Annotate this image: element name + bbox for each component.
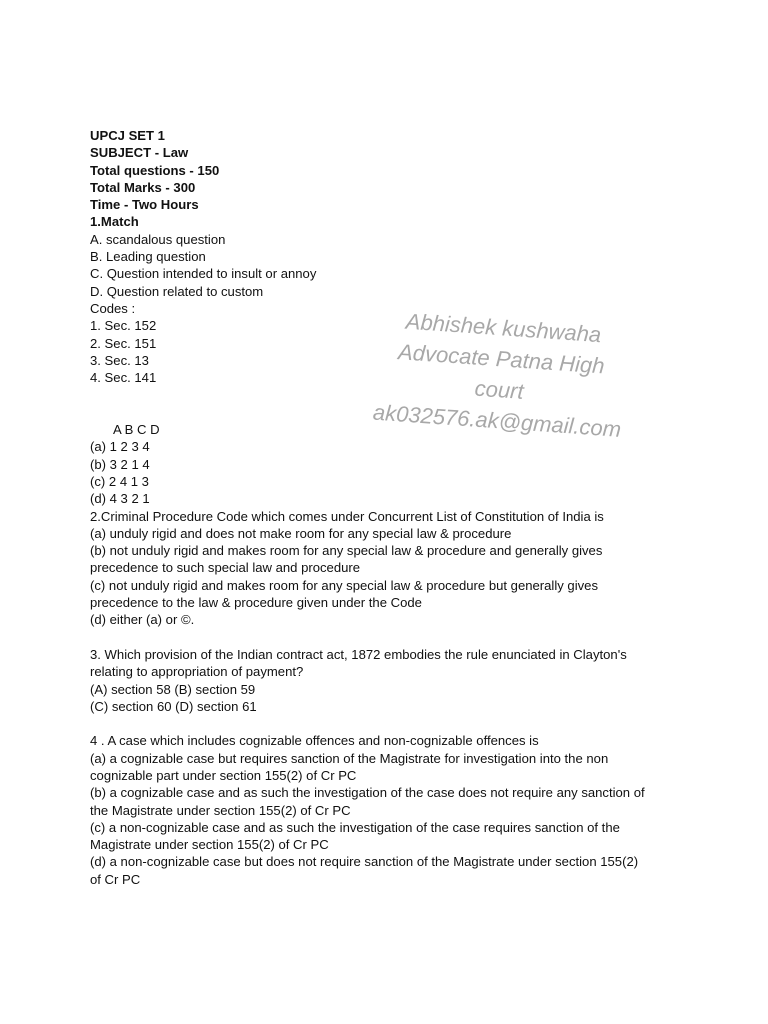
question-1-code: 1. Sec. 152	[90, 318, 157, 334]
question-1-item: A. scandalous question	[90, 231, 226, 247]
question-1-code: 3. Sec. 13	[90, 352, 149, 368]
question-3-line: (C) section 60 (D) section 61	[90, 698, 257, 714]
question-2-line: precedence to the law & procedure given under the Code	[90, 595, 422, 611]
question-2-line: precedence to such special law and procedure	[90, 560, 361, 576]
spacer	[90, 715, 690, 732]
spacer	[90, 629, 690, 646]
watermark	[346, 302, 654, 447]
question-4-line: the Magistrate under section 155(2) of Cr PC	[90, 802, 351, 818]
question-1-item: D. Question related to custom	[90, 283, 264, 299]
question-1-header-row: A B C D	[113, 422, 160, 438]
question-4-line: (a) a cognizable case but requires sanction of the Magistrate for investigation into the non	[90, 750, 609, 766]
question-1-option: (b) 3 2 1 4	[90, 456, 150, 472]
question-1-option: (a) 1 2 3 4	[90, 439, 150, 455]
question-4-line: (b) a cognizable case and as such the investigation of the case does not require any sanction of	[90, 785, 645, 801]
watermark-title-line2: court	[473, 375, 525, 404]
question-4-line: Magistrate under section 155(2) of Cr PC	[90, 837, 329, 853]
question-2-line: (a) unduly rigid and does not make room for any special law & procedure	[90, 525, 512, 541]
question-4-line: (c) a non-cognizable case and as such the investigation of the case requires sanction of the	[90, 819, 620, 835]
watermark-title-line1: Advocate Patna High	[397, 339, 606, 379]
exam-time: Time - Two Hours	[90, 197, 199, 213]
question-1-codes-label: Codes :	[90, 300, 136, 316]
watermark-name: Abhishek kushwaha	[405, 308, 603, 348]
question-1-option: (c) 2 4 1 3	[90, 473, 149, 489]
question-4-line: (d) a non-cognizable case but does not require sanction of the Magistrate under section 155(2)	[90, 854, 639, 870]
watermark-email: ak032576.ak@gmail.com	[372, 399, 622, 442]
exam-total-marks: Total Marks - 300	[90, 179, 196, 195]
question-2-line: (b) not unduly rigid and makes room for any special law & procedure and generally gives	[90, 543, 603, 559]
question-1-title: 1.Match	[90, 214, 139, 230]
question-4-line: cognizable part under section 155(2) of Cr PC	[90, 767, 357, 783]
question-3-line: relating to appropriation of payment?	[90, 664, 304, 680]
question-4-line: of Cr PC	[90, 871, 141, 887]
question-3-line: (A) section 58 (B) section 59	[90, 681, 256, 697]
question-1-option: (d) 4 3 2 1	[90, 491, 150, 507]
question-2-stem: 2.Criminal Procedure Code which comes under Concurrent List of Constitution of India is	[90, 508, 604, 524]
exam-total-questions: Total questions - 150	[90, 162, 220, 178]
question-2-line: (d) either (a) or ©.	[90, 612, 195, 628]
question-1-item: C. Question intended to insult or annoy	[90, 266, 317, 282]
question-3-stem: 3. Which provision of the Indian contract act, 1872 embodies the rule enunciated in Clayton's	[90, 646, 627, 662]
question-2-line: (c) not unduly rigid and makes room for any special law & procedure but generally gives	[90, 577, 599, 593]
document-content	[90, 127, 690, 888]
question-1-item: B. Leading question	[90, 249, 206, 265]
question-1-code: 2. Sec. 151	[90, 335, 157, 351]
question-4-stem: 4 . A case which includes cognizable offences and non-cognizable offences is	[90, 733, 539, 749]
exam-subject: SUBJECT - Law	[90, 145, 189, 161]
question-1-code: 4. Sec. 141	[90, 370, 157, 386]
exam-set-title: UPCJ SET 1	[90, 128, 165, 143]
